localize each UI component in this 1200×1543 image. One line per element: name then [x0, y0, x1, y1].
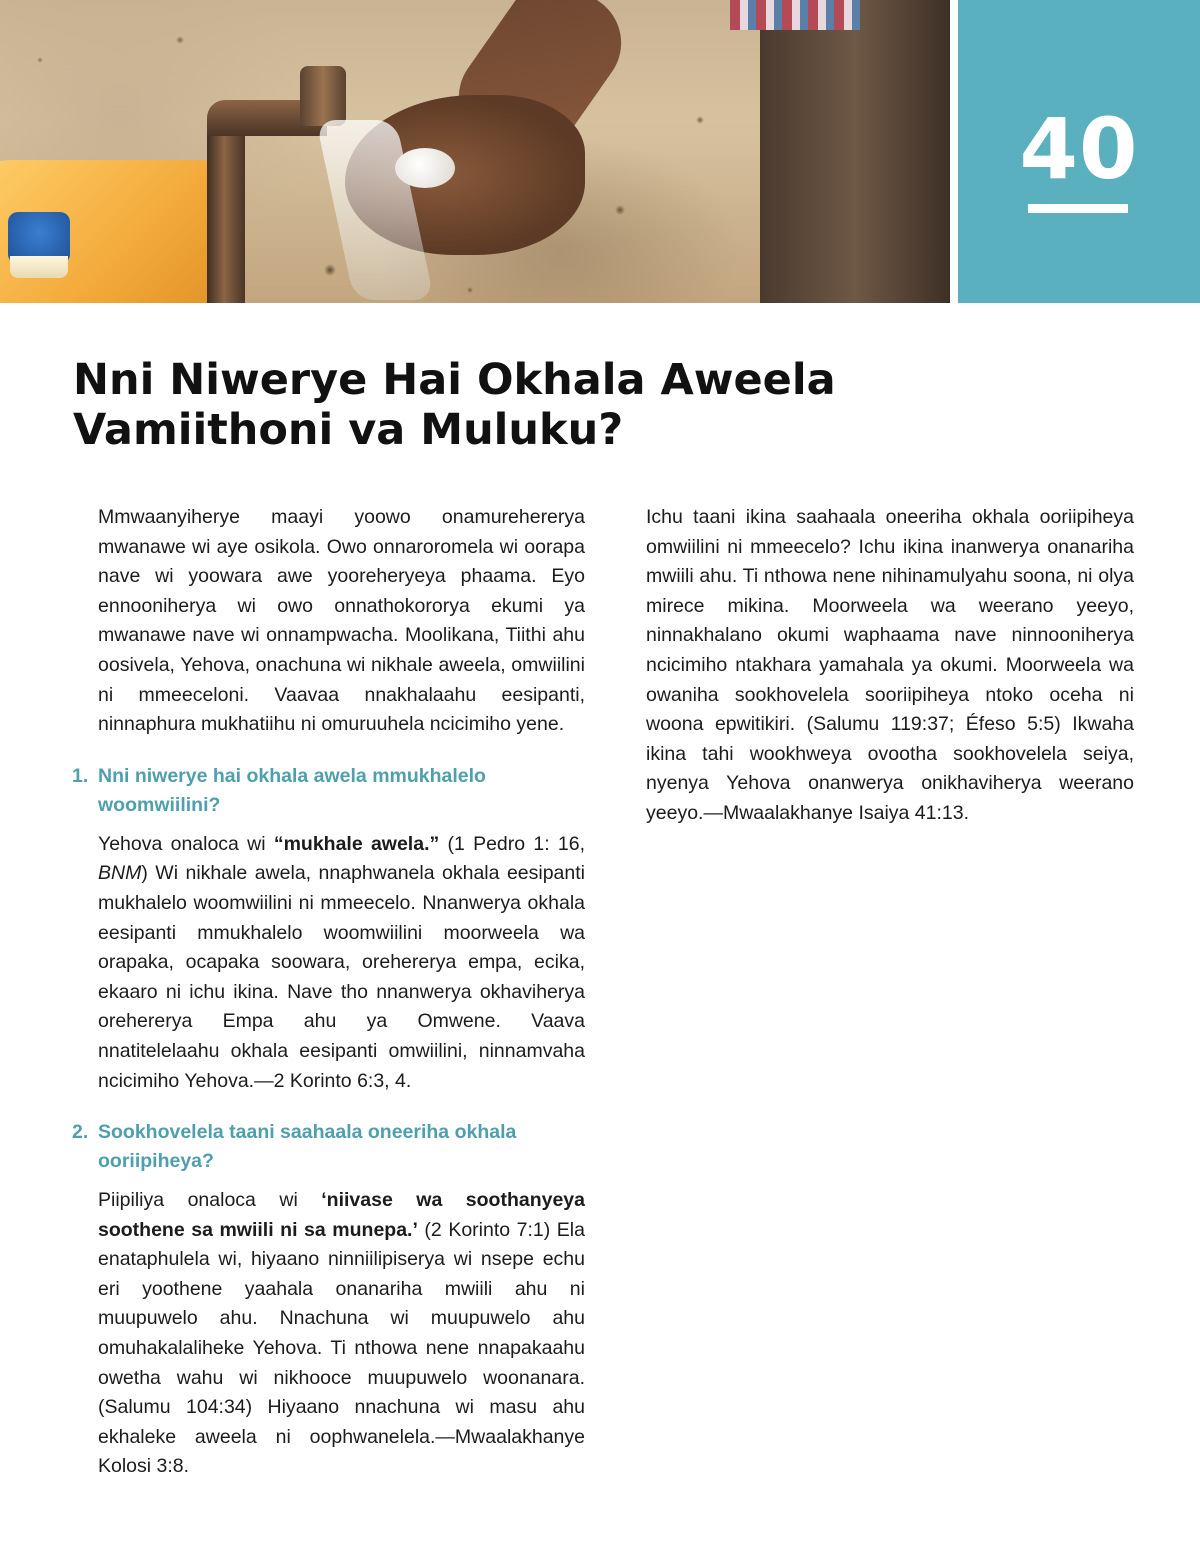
- section-2-paragraph: [98, 1186, 585, 1482]
- lesson-number-box: [958, 0, 1200, 303]
- section-1-p-rest: ) Wi nikhale awela, nnaphwanela okhala eesipanti mukhalelo woomwiilini ni mmeecelo. Nnanwerya okhala eesipanti mmukhalelo woomwiilini moorweela wa orapaka, ocapaka soowara, orehererya empa, ecika, ekaaro ni ichu ikina. Nave tho nnanwerya okhaviherya orehererya Empa ahu ya Omwene. Vaava nnatitelelaahu okhala eesipanti omwiilini, ninnamvaha ncicimiho Yehova.—2 Korinto 6:3, 4.: [98, 862, 585, 1092]
- section-1-question-text: Nni niwerye hai okhala awela mmukhalelo woomwiilini?: [98, 764, 486, 816]
- soap: [395, 148, 455, 188]
- section-1-p-start: Yehova onaloca wi: [98, 832, 274, 855]
- section-2-number: 2.: [72, 1121, 89, 1144]
- section-1-p-bold: “mukhale awela.”: [273, 832, 440, 855]
- lesson-number: 40: [1019, 100, 1139, 198]
- section-2-paragraph-2: Ichu taani ikina saahaala oneeriha okhala ooriipiheya omwiilini ni mmeecelo? Ichu ikina inanwerya onanariha mwiili ahu. Ti nthowa nene nihinamulyahu soona, ni olya mirece mikina. Moorweela wa weerano yeeyo, ninnakhalano okumi waphaama nave ninnooniherya ncicimiho ntakhara yamahala ya okumi. Moorweela wa owaniha sookhovelela sooriipiheya ntoko oceha ni woona epwitikiri. (Salumu 119:37; Éfeso 5:5) Ikwaha ikina tahi wookhweya ovootha sookhovelela seiya, nyenya Yehova onanwerya onikhaviherya weerano yeeyo.—Mwaalakhanye Isaiya 41:13.: [646, 506, 1134, 824]
- plaid-shirt: [730, 0, 860, 30]
- left-column: [72, 503, 585, 1491]
- intro-paragraph: Mmwaanyiherye maayi yoowo onamurehererya mwanawe wi aye osikola. Owo onnaroromela wi oorapa nave wi yoowara awe yooreheryeya phaama. Eyo ennooniherya wi owo onnathokororya ekumi ya mwanawe nave wi onnampwacha. Moolikana, Tiithi ahu oosivela, Yehova, onachuna wi nikhale aweela, omwiilini ni mmeeceloni. Vaavaa nnakhalaahu eesipanti, ninnaphura mukhatiihu ni omuruuhela ncicimiho yene.: [98, 506, 585, 736]
- title-line-2: Vamiithoni va Muluku?: [73, 405, 624, 455]
- section-2-question-text: Sookhovelela taani saahaala oneeriha okhala ooriipiheya?: [98, 1121, 517, 1173]
- tap-spout: [300, 66, 346, 126]
- section-1-p-ref: (1 Pedro 1: 16,: [439, 832, 585, 855]
- section-2-p-rest: (2 Korinto 7:1) Ela enataphulela wi, hiyaano ninniilipiserya wi nsepe echu eri yoothene yaahala onanariha mwiili ahu ni muupuwelo ahu. Nnachuna wi muupuwelo ahu omuhakalaliheke Yehova. Ti nthowa nene nnapakaahu owetha wahu wi nikhooce muupuwelo woonanara. (Salumu 104:34) Hiyaano nnachuna wi masu ahu ekhaleke aweela ni oophwanelela.—Mwaalakhanye Kolosi 3:8.: [98, 1218, 585, 1478]
- right-column: [646, 503, 1134, 838]
- trousers: [760, 0, 950, 303]
- section-2-p-bold: ‘niivase wa soothanyeya soothene sa mwiili ni sa munepa.’: [98, 1189, 585, 1241]
- section-1-p-ital: BNM: [98, 862, 142, 885]
- section-1-question: [72, 762, 585, 820]
- title-line-1: Nni Niwerye Hai Okhala Aweela: [73, 355, 836, 405]
- lesson-underline: [1028, 204, 1128, 213]
- section-2-p-start: Piipiliya onaloca wi: [98, 1189, 322, 1212]
- section-2-question: [72, 1118, 585, 1176]
- water-pipe: [207, 130, 245, 303]
- section-1-paragraph: [98, 830, 585, 1096]
- header-photo: [0, 0, 950, 303]
- page-title: [73, 355, 973, 455]
- jerrycan-cap: [8, 212, 70, 264]
- section-1-number: 1.: [72, 764, 89, 787]
